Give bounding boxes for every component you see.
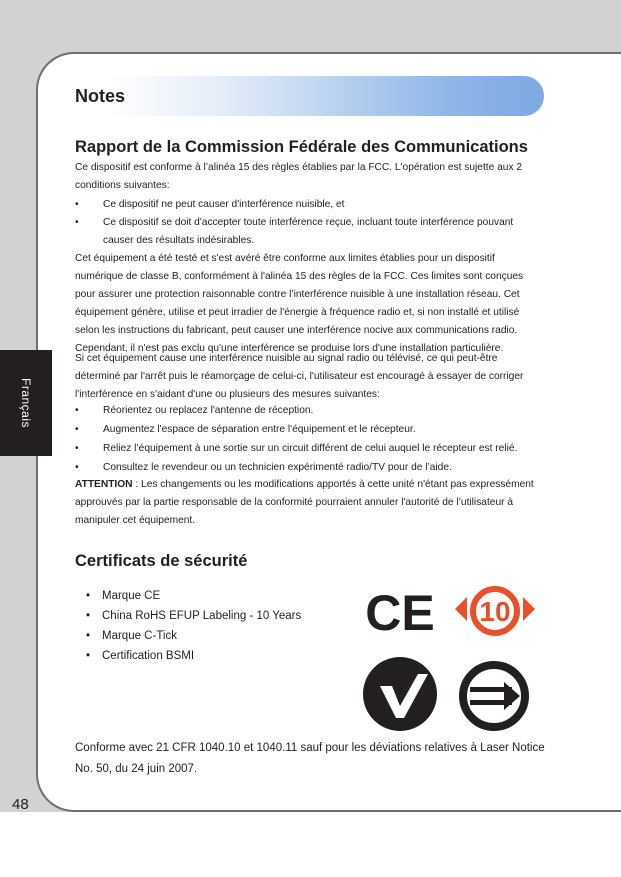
fcc-paragraph-2: Si cet équipement cause une interférence nuisible au signal radio ou télévisé, ce qui peut-être déterminé par l'arrêt puis le réamorçage de celui-ci, l'utilisateur est encouragé à essayer de corriger l'interférence en s'aidant d'une ou plusieurs des mesures suivantes: bbox=[75, 353, 524, 400]
fcc-attention bbox=[75, 476, 545, 530]
attention-label: ATTENTION bbox=[75, 479, 133, 490]
list-item bbox=[75, 421, 545, 439]
list-item bbox=[86, 626, 301, 646]
fcc-measures-list bbox=[75, 402, 545, 477]
fcc-paragraph-1: Cet équipement a été testé et s'est avéré être conforme aux limites établies pour un dispositif numérique de classe B, conformément à l'alinéa 15 des règles de la FCC. Ces limites sont conçues pour assurer une protection raisonnable contre l’interférence nuisible à une installation réseau. Cet équipement génère, utilise et peut irradier de l'énergie à fréquence radio et, si non installé et utilisé selon les instructions du fabricant, peut causer une interférence nocive aux communications radio. Cependant, il n'est pas exclu qu'une interférence se produise lors d'une installation particulière. bbox=[75, 253, 524, 354]
list-item bbox=[86, 586, 301, 606]
rohs-number: 10 bbox=[479, 596, 511, 627]
cert-label: Certification BSMI bbox=[102, 650, 195, 662]
cert-label: Marque CE bbox=[102, 590, 161, 602]
measure-text: Consultez le revendeur ou un technicien expérimenté radio/TV pour de l’aide. bbox=[103, 462, 452, 473]
certs-list bbox=[86, 586, 301, 666]
notes-header-bar bbox=[72, 76, 544, 116]
certs-heading: Certificats de sécurité bbox=[75, 552, 248, 570]
c-tick-icon bbox=[362, 656, 438, 732]
ce-mark-text: CE bbox=[365, 588, 435, 636]
fcc-conditions-list bbox=[75, 196, 545, 250]
language-side-tab-label: Français bbox=[19, 377, 33, 429]
measure-text: Réorientez ou replacez l'antenne de réception. bbox=[103, 405, 314, 416]
bsmi-arrow bbox=[504, 682, 520, 710]
c-tick-circle bbox=[363, 657, 437, 731]
attention-text: : Les changements ou les modifications apportés à cette unité n'étant pas expressément approuvés par la partie responsable de la conformité pourraient annuler l'autorité de l’utilisateur à manipuler cet équipement. bbox=[75, 479, 534, 526]
page-bottom-area bbox=[0, 812, 621, 877]
list-item bbox=[75, 214, 545, 250]
measure-text: Augmentez l'espace de séparation entre l'équipement et le récepteur. bbox=[103, 424, 416, 435]
list-item bbox=[75, 402, 545, 420]
bullet-dot: • bbox=[75, 405, 79, 416]
bullet-dot: • bbox=[86, 610, 91, 622]
rohs-arrow-left bbox=[455, 597, 467, 621]
fcc-heading: Rapport de la Commission Fédérale des Communications bbox=[75, 138, 528, 156]
condition-text: Ce dispositif se doit d'accepter toute interférence reçue, incluant toute interférence pouvant causer des résultats indésirables. bbox=[103, 217, 514, 246]
list-item bbox=[75, 459, 545, 477]
bullet-dot: • bbox=[75, 462, 79, 473]
bsmi-icon bbox=[458, 660, 530, 732]
condition-text: Ce dispositif ne peut causer d'interférence nuisible, et bbox=[103, 199, 345, 210]
list-item bbox=[75, 196, 545, 214]
fcc-intro: Ce dispositif est conforme à l’alinéa 15 des règles établies par la FCC. L'opération est sujette aux 2 conditions suivantes: bbox=[75, 162, 523, 191]
rohs-arrow-right bbox=[523, 597, 535, 621]
page-number: 48 bbox=[12, 796, 29, 813]
measure-text: Reliez l’équipement à une sortie sur un circuit différent de celui auquel le récepteur est relié. bbox=[103, 443, 518, 454]
bullet-dot: • bbox=[86, 590, 91, 602]
ce-mark-icon bbox=[360, 588, 440, 636]
laser-compliance-note: Conforme avec 21 CFR 1040.10 et 1040.11 sauf pour les déviations relatives à Laser Notice No. 50, du 24 juin 2007. bbox=[75, 742, 545, 775]
list-item bbox=[86, 606, 301, 626]
cert-label: Marque C-Tick bbox=[102, 630, 177, 642]
bullet-dot: • bbox=[75, 199, 79, 210]
cert-label: China RoHS EFUP Labeling - 10 Years bbox=[102, 610, 302, 622]
bullet-dot: • bbox=[75, 424, 79, 435]
page-title: Notes bbox=[75, 86, 126, 106]
bullet-dot: • bbox=[86, 650, 91, 662]
bullet-dot: • bbox=[75, 217, 79, 228]
bullet-dot: • bbox=[86, 630, 91, 642]
list-item bbox=[86, 646, 301, 666]
rohs-10-years-icon bbox=[453, 585, 537, 637]
list-item bbox=[75, 440, 545, 458]
bullet-dot: • bbox=[75, 443, 79, 454]
